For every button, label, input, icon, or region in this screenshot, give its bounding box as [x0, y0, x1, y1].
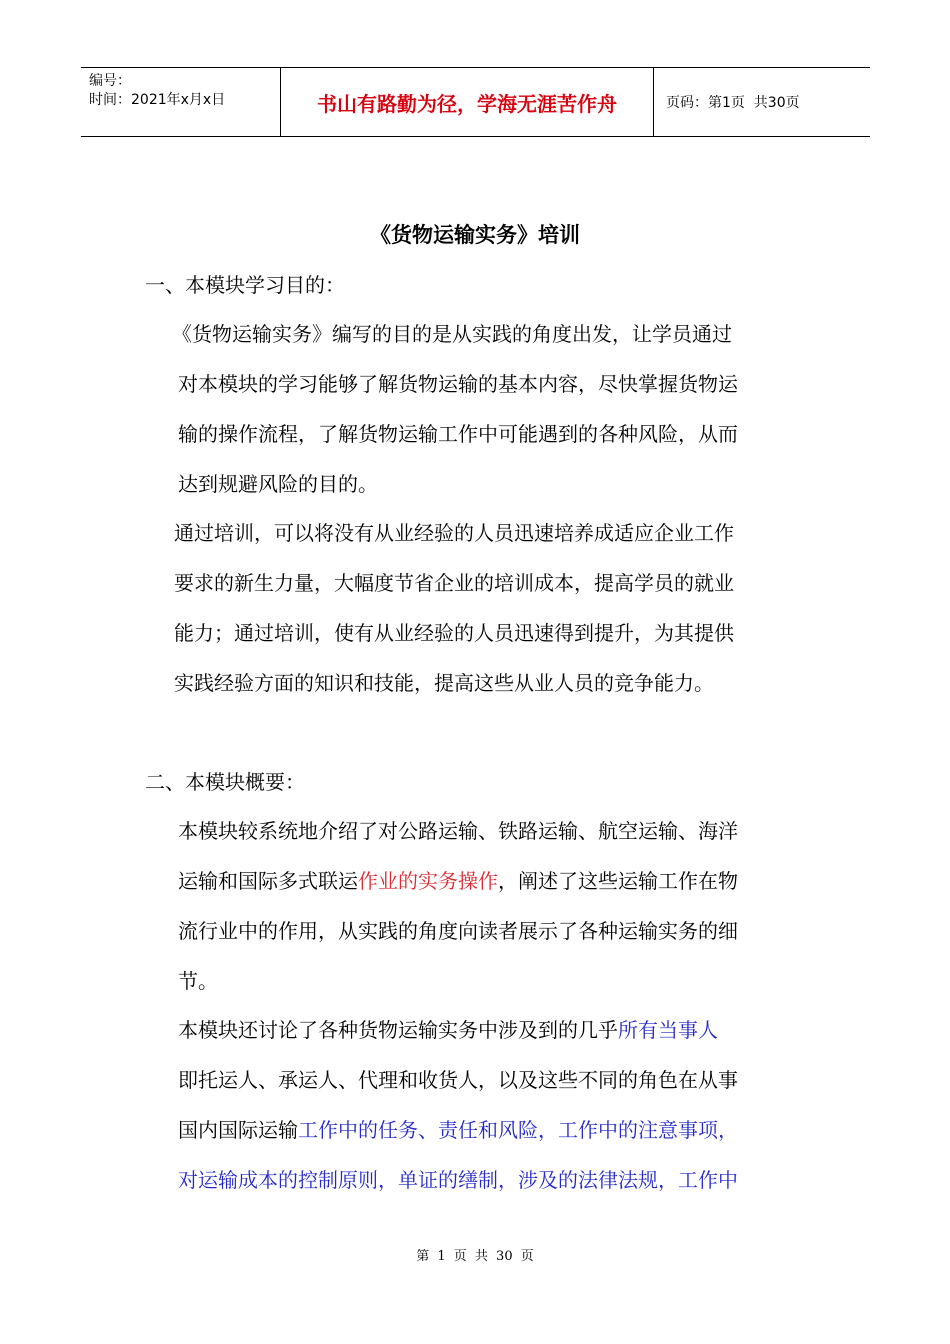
text-line — [178, 1105, 738, 1155]
highlight-red: 作业的实务操作 — [358, 869, 498, 893]
text-line: 达到规避风险的目的。 — [178, 472, 378, 496]
text-line: 即托运人、承运人、代理和收货人，以及这些不同的角色在从事 — [178, 1068, 738, 1092]
text-line — [178, 856, 738, 906]
header-motto: 书山有路勤为径，学海无涯苦作舟 — [281, 68, 654, 136]
section1-heading: 一、本模块学习目的： — [145, 273, 345, 297]
text-line: 流行业中的作用，从实践的角度向读者展示了各种运输实务的细 — [178, 919, 738, 943]
text-line: 节。 — [178, 969, 218, 993]
text-line: 对运输成本的控制原则，单证的缮制，涉及的法律法规，工作中 — [178, 1168, 738, 1192]
text-line: 本模块较系统地介绍了对公路运输、铁路运输、航空运输、海洋 — [178, 819, 738, 843]
text-run: ，阐述了这些运输工作在物 — [498, 869, 738, 893]
page-info: 页码：第1页 共30页 — [666, 95, 800, 111]
text-line: 要求的新生力量，大幅度节省企业的培训成本，提高学员的就业 — [174, 571, 734, 595]
time-label: 时间：2021年x月x日 — [89, 92, 226, 108]
text-line: 输的操作流程，了解货物运输工作中可能遇到的各种风险，从而 — [178, 422, 738, 446]
text-line — [178, 1005, 738, 1055]
page-footer: 第 1 页 共 30 页 — [416, 1249, 534, 1264]
section1-paragraph1 — [172, 309, 738, 509]
section2-paragraph1 — [178, 806, 738, 1006]
text-line: 能力；通过培训，使有从业经验的人员迅速得到提升，为其提供 — [174, 621, 734, 645]
document-title: 《货物运输实务》培训 — [370, 222, 580, 247]
highlight-blue: 所有当事人 — [618, 1018, 718, 1042]
text-run: 国内国际运输 — [178, 1118, 298, 1142]
number-label: 编号： — [89, 73, 131, 89]
section1-paragraph2 — [174, 508, 734, 708]
text-line: 实践经验方面的知识和技能，提高这些从业人员的竞争能力。 — [174, 671, 714, 695]
section2-paragraph2 — [178, 1005, 738, 1205]
text-line: 对本模块的学习能够了解货物运输的基本内容，尽快掌握货物运 — [178, 372, 738, 396]
text-line: 通过培训，可以将没有从业经验的人员迅速培养成适应企业工作 — [174, 521, 734, 545]
highlight-blue: 工作中的任务、责任和风险，工作中的注意事项， — [298, 1118, 738, 1142]
text-run: 本模块还讨论了各种货物运输实务中涉及到的几乎 — [178, 1018, 618, 1042]
text-line: 《货物运输实务》编写的目的是从实践的角度出发，让学员通过 — [172, 322, 732, 346]
header-page-info-cell — [654, 68, 870, 136]
header-left-cell — [81, 68, 281, 136]
section2-heading: 二、本模块概要： — [145, 770, 305, 794]
header-table — [81, 67, 870, 137]
text-run: 运输和国际多式联运 — [178, 869, 358, 893]
